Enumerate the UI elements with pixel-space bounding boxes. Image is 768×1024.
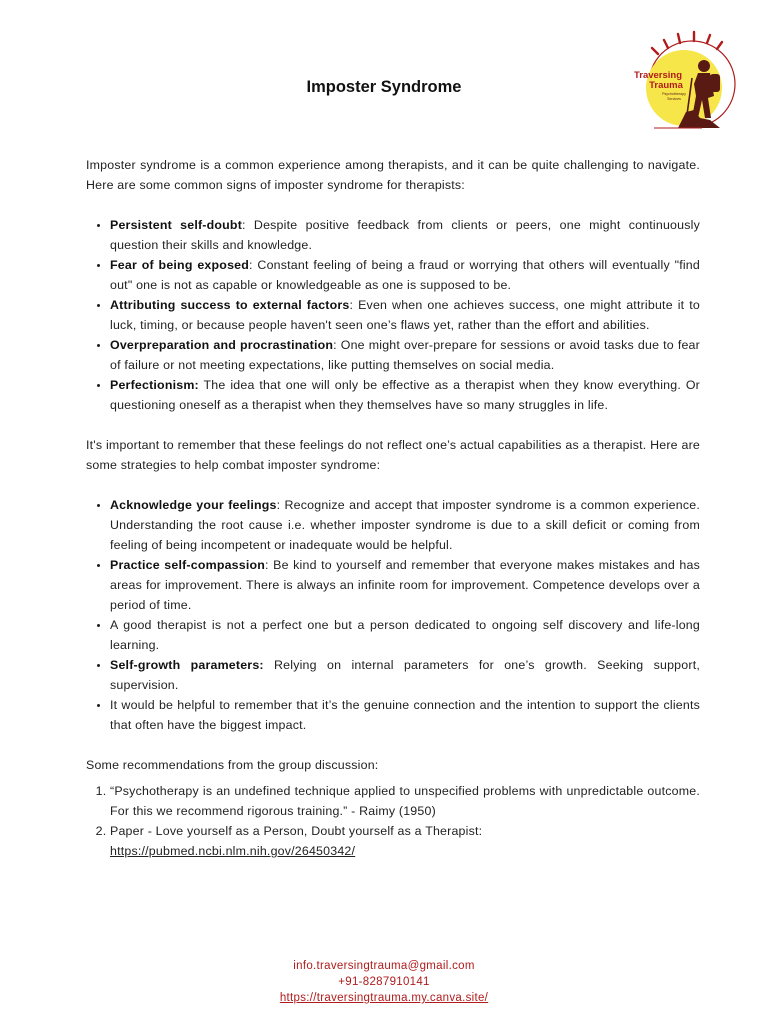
list-item: • Practice self-compassion: Be kind to yourself and remember that everyone makes mistakes and has areas for improvement. There is always an infinite room for improvement. Competence develops over a period of time. (110, 555, 700, 615)
middle-paragraph: It's important to remember that these feelings do not reflect one’s actual capabilities as a therapist. Here are some strategies to help combat imposter syndrome: (86, 438, 700, 472)
intro-paragraph: Imposter syndrome is a common experience among therapists, and it can be quite challenging to navigate. Here are some common signs of imposter syndrome for therapists: (86, 158, 700, 192)
page-title: Imposter Syndrome (306, 78, 462, 96)
logo-tagline-1: Psychotherapy (662, 92, 686, 96)
footer-website-link[interactable]: https://traversingtrauma.my.canva.site/ (279, 992, 489, 1004)
signs-list (86, 215, 700, 415)
list-item: • Persistent self-doubt: Despite positive feedback from clients or peers, one might continuously question their skills and knowledge. (110, 215, 700, 255)
pubmed-link[interactable]: https://pubmed.ncbi.nlm.nih.gov/26450342/ (110, 844, 356, 858)
list-item: 1. “Psychotherapy is an undefined technique applied to unspecified problems with unpredictable outcome. For this we recommend rigorous training.” - Raimy (1950) (110, 781, 700, 821)
list-item: 2. Paper - Love yourself as a Person, Doubt yourself as a Therapist: https://pubmed.ncbi.nlm.nih.gov/26450342/ (110, 821, 700, 861)
recommendations-intro: Some recommendations from the group discussion: (86, 758, 379, 772)
recommendations-list (86, 781, 700, 861)
list-item: • A good therapist is not a perfect one but a person dedicated to ongoing self discovery and life-long learning. (110, 615, 700, 655)
contact-footer (0, 958, 768, 1006)
list-item: • Acknowledge your feelings: Recognize and accept that imposter syndrome is a common experience. Understanding the root cause i.e. whether imposter syndrome is due to a skill deficit or coming from feeling of being incompetent or inadequate would be helpful. (110, 495, 700, 555)
strategies-list (86, 495, 700, 735)
logo-text-line2: Trauma (649, 80, 683, 91)
list-item: • Self-growth parameters: Relying on internal parameters for one’s growth. Seeking support, supervision. (110, 655, 700, 695)
footer-email[interactable]: info.traversingtrauma@gmail.com (293, 960, 475, 972)
logo-tagline-2: Services (667, 97, 681, 101)
document-body (86, 155, 700, 861)
list-item: • Fear of being exposed: Constant feeling of being a fraud or worrying that others will eventually "find out" one is not as capable or knowledgeable as one is supposed to be. (110, 255, 700, 295)
list-item: • Overpreparation and procrastination: One might over-prepare for sessions or avoid tasks due to fear of failure or not meeting expectations, like putting themselves on social media. (110, 335, 700, 375)
list-item: • Attributing success to external factors: Even when one achieves success, one might attribute it to luck, timing, or because people haven't seen one’s flaws yet, rather than the effort and abilities. (110, 295, 700, 335)
list-item: • Perfectionism: The idea that one will only be effective as a therapist when they know everything. Or questioning oneself as a therapist when they themselves have so many struggles in life. (110, 375, 700, 415)
footer-phone: +91-8287910141 (338, 976, 430, 988)
list-item: • It would be helpful to remember that it’s the genuine connection and the intention to support the clients that often have the biggest impact. (110, 695, 700, 735)
logo-text-line1: Traversing (633, 70, 683, 81)
